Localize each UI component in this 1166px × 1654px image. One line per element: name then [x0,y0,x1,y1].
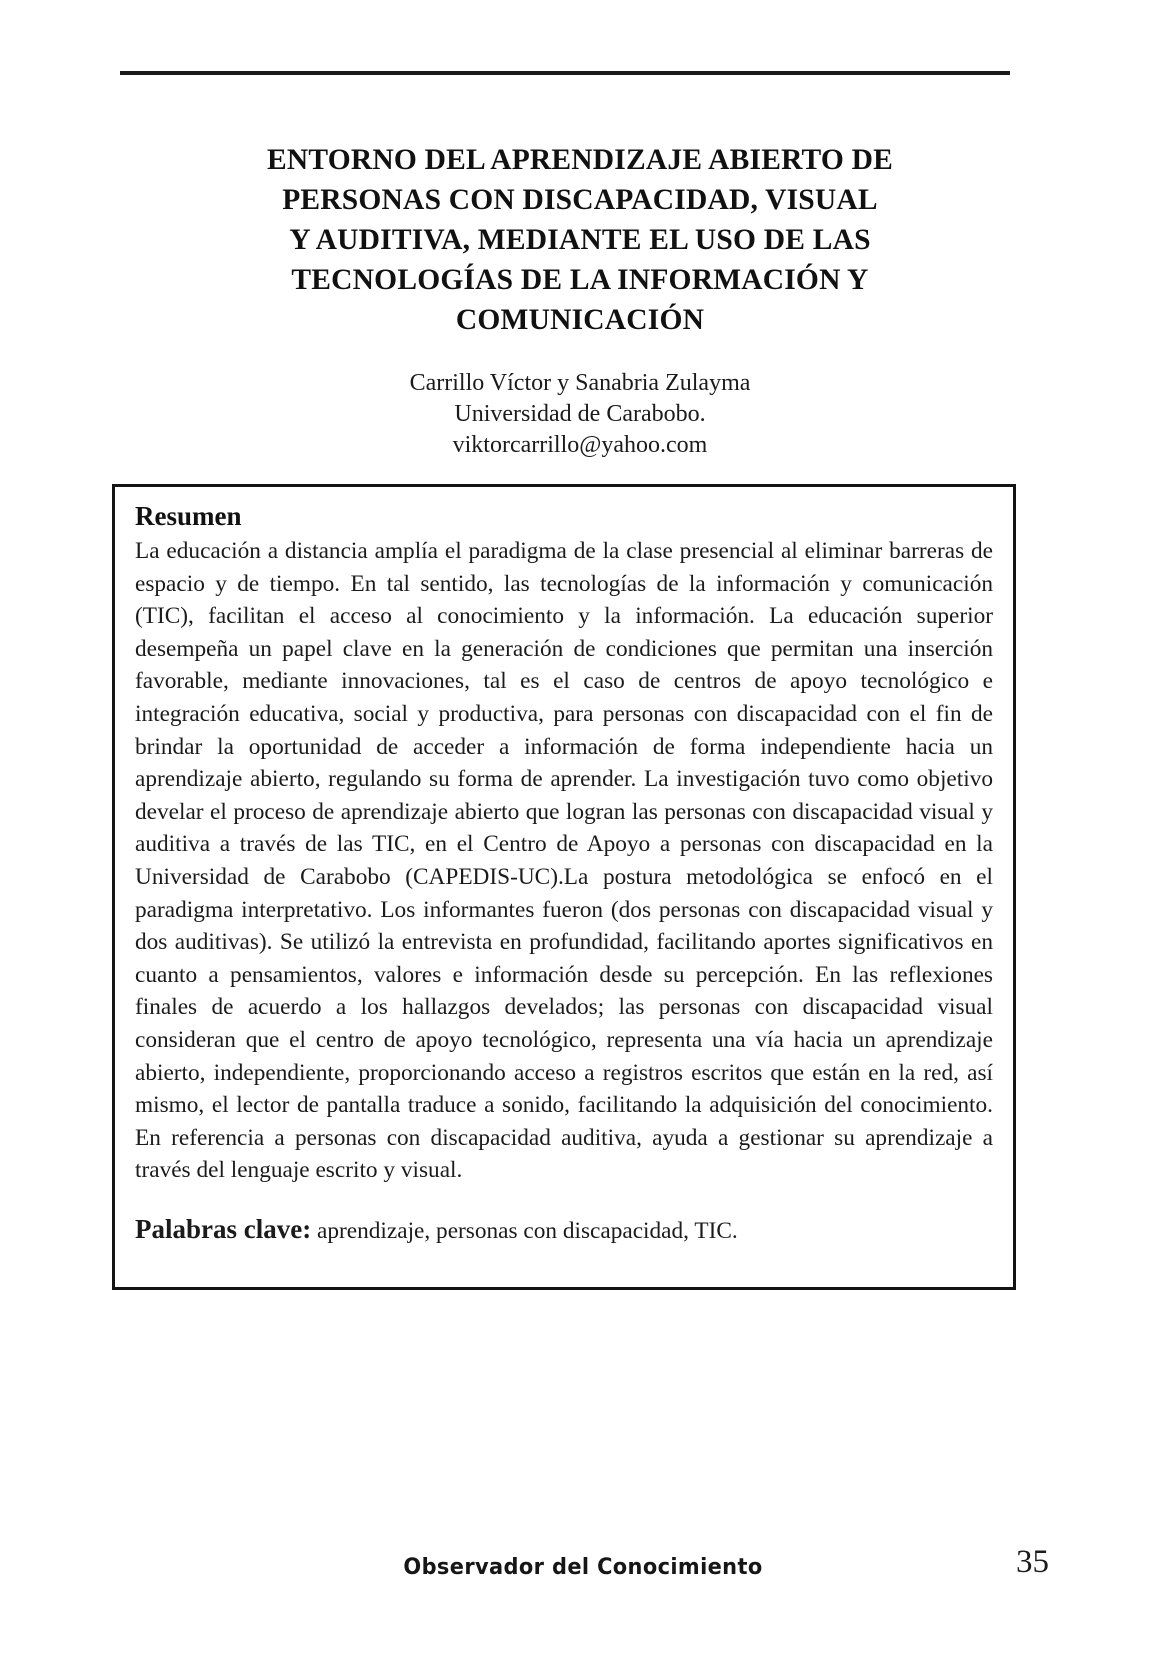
keywords-line [135,1213,993,1247]
author-email: viktorcarrillo@yahoo.com [452,432,708,458]
keywords-values: aprendizaje, personas con discapacidad, TIC. [317,1217,738,1244]
footer-journal-name: Observador del Conocimiento [403,1554,763,1580]
page-number: 35 [1016,1544,1049,1580]
keywords-label: Palabras clave: [135,1213,312,1244]
abstract-box [112,484,1016,1290]
header-rule [120,71,1010,75]
title-line-4: TECNOLOGÍAS DE LA INFORMACIÓN Y [291,264,869,296]
page-title [150,140,1010,340]
title-line-3: Y AUDITIVA, MEDIANTE EL USO DE LAS [289,224,871,256]
author-block [150,368,1010,461]
author-names: Carrillo Víctor y Sanabria Zulayma [409,370,751,396]
title-line-1: ENTORNO DEL APRENDIZAJE ABIERTO DE [267,144,893,176]
abstract-text: La educación a distancia amplía el paradigma de la clase presencial al eliminar barreras de espacio y de tiempo. En tal sentido, las tecnologías de la información y comunicación (TIC), facilitan el acceso al conocimiento y la información. La educación superior desempeña un papel clave en la generación de condiciones que permitan una inserción favorable, mediante innovaciones, tal es el caso de centros de apoyo tecnológico e integración educativa, social y productiva, para personas con discapacidad con el fin de brindar la oportunidad de acceder a información de forma independiente hacia un aprendizaje abierto, regulando su forma de aprender. La investigación tuvo como objetivo develar el proceso de aprendizaje abierto que logran las personas con discapacidad visual y auditiva a través de las TIC, en el Centro de Apoyo a personas con discapacidad en la Universidad de Carabobo (CAPEDIS-UC).La postura metodológica se enfocó en el paradigma interpretativo. Los informantes fueron (dos personas con discapacidad visual y dos auditivas). Se utilizó la entrevista en profundidad, facilitando aportes significativos en cuanto a pensamientos, valores e información desde su percepción. En las reflexiones finales de acuerdo a los hallazgos develados; las personas con discapacidad visual consideran que el centro de apoyo tecnológico, representa una vía hacia un aprendizaje abierto, independiente, proporcionando acceso a registros escritos que están en la red, así mismo, el lector de pantalla traduce a sonido, facilitando la adquisición del conocimiento. En referencia a personas con discapacidad auditiva, ayuda a gestionar su aprendizaje a través del lenguaje escrito y visual. [135,538,993,1184]
abstract-heading: Resumen [135,501,242,531]
title-line-2: PERSONAS CON DISCAPACIDAD, VISUAL [282,184,878,216]
title-line-5: COMUNICACIÓN [455,304,705,336]
author-affiliation: Universidad de Carabobo. [454,401,706,427]
page-footer [0,1544,1166,1608]
